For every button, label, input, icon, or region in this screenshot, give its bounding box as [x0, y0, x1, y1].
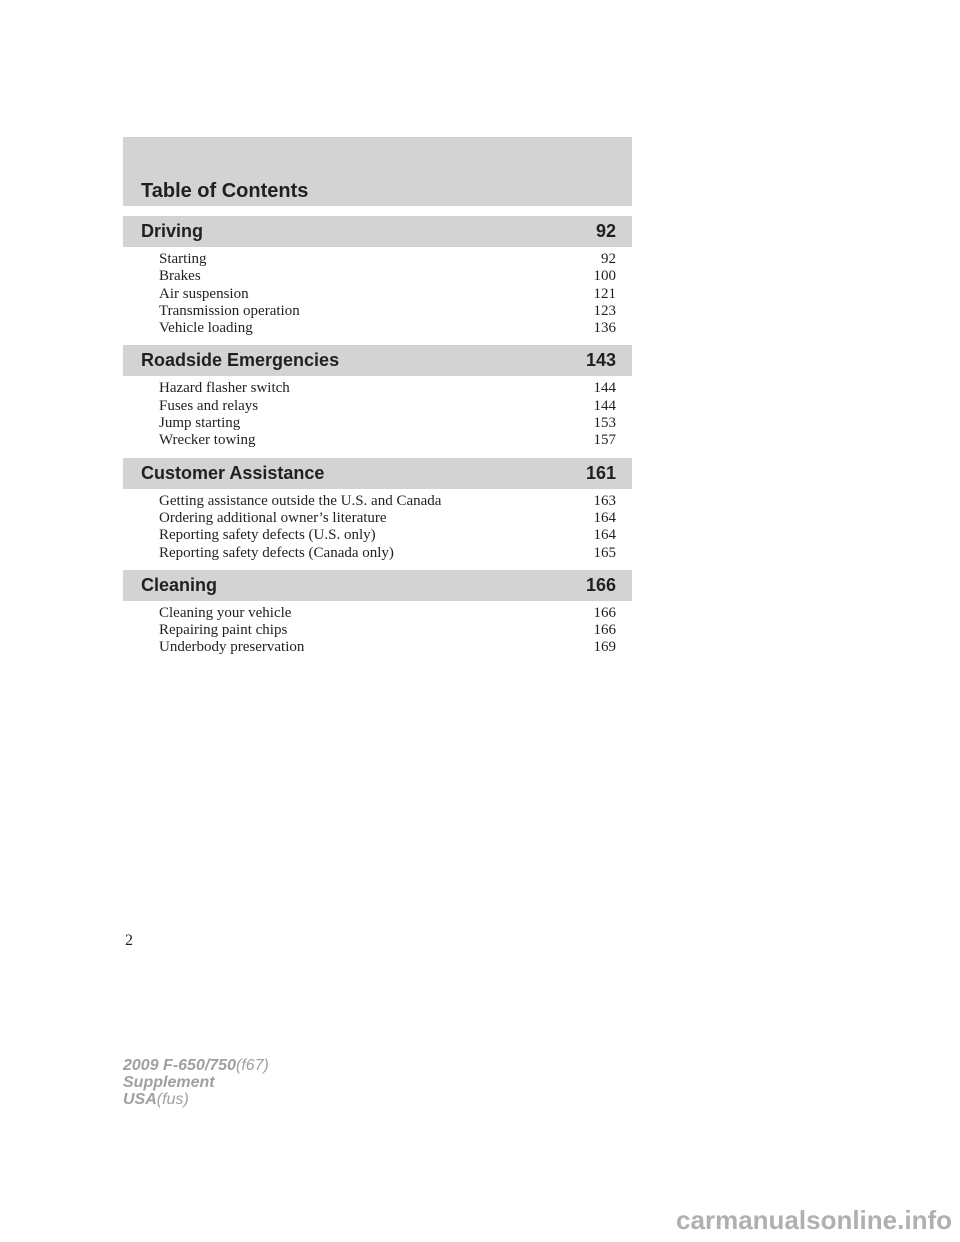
section-header [123, 345, 632, 376]
entry-page: 157 [593, 432, 616, 449]
entry-label: Wrecker towing [159, 432, 256, 449]
watermark: carmanualsonline.info [676, 1205, 952, 1235]
entry-label: Underbody preservation [159, 639, 305, 656]
toc-section-roadside-emergencies [123, 345, 632, 449]
toc-entry[interactable] [159, 432, 616, 449]
entry-page: 92 [601, 251, 616, 267]
footer-model: 2009 F-650/750 [123, 1057, 236, 1074]
footer-supplement: Supplement [123, 1074, 215, 1091]
entry-label: Air suspension [159, 285, 249, 302]
entry-page: 164 [593, 527, 616, 544]
section-header [123, 570, 632, 601]
entry-label: Reporting safety defects (Canada only) [159, 544, 394, 561]
entry-label: Vehicle loading [159, 320, 253, 337]
section-title: Roadside Emergencies [141, 350, 340, 371]
entry-label: Cleaning your vehicle [159, 604, 292, 621]
entry-label: Starting [159, 251, 207, 267]
section-header [123, 458, 632, 489]
toc-entry[interactable] [159, 605, 616, 622]
toc-entry[interactable] [159, 286, 616, 303]
entry-label: Fuses and relays [159, 397, 259, 414]
section-title: Cleaning [141, 574, 218, 595]
toc-entry[interactable] [159, 415, 616, 432]
entry-label: Hazard flasher switch [159, 380, 290, 397]
entry-page: 169 [593, 639, 616, 656]
entry-page: 166 [593, 604, 616, 621]
toc-entry[interactable] [159, 380, 616, 397]
entry-page: 153 [593, 415, 616, 432]
toc-entry[interactable] [159, 510, 616, 527]
page-title: Table of Contents [141, 180, 309, 202]
section-title: Customer Assistance [141, 462, 325, 483]
entry-page: 166 [593, 622, 616, 639]
toc-entry[interactable] [159, 251, 616, 268]
entry-page: 163 [593, 492, 616, 509]
toc-entry[interactable] [159, 493, 616, 510]
toc-section-cleaning [123, 570, 632, 657]
toc-entry[interactable] [159, 639, 616, 656]
entry-page: 144 [593, 397, 616, 414]
section-page: 92 [595, 221, 616, 241]
section-header [123, 216, 632, 247]
entry-label: Jump starting [159, 415, 241, 432]
section-page: 143 [585, 350, 616, 371]
toc-section-driving [123, 216, 632, 337]
entry-label: Ordering additional owner’s literature [159, 509, 387, 526]
entry-page: 144 [593, 380, 616, 397]
footer-market: USA [123, 1091, 157, 1108]
entry-label: Getting assistance outside the U.S. and Canada [159, 492, 442, 509]
toc-entry[interactable] [159, 303, 616, 320]
toc-entry[interactable] [159, 398, 616, 415]
entry-page: 165 [593, 544, 616, 561]
entry-label: Brakes [159, 268, 201, 285]
toc-entry[interactable] [159, 622, 616, 639]
footer-market-code: (fus) [156, 1091, 189, 1108]
toc-entry[interactable] [159, 320, 616, 337]
toc-entry[interactable] [159, 545, 616, 562]
section-page: 166 [585, 574, 616, 595]
entry-page: 100 [593, 268, 616, 285]
entry-label: Transmission operation [159, 302, 300, 319]
entry-page: 136 [593, 320, 616, 337]
toc-header-band [123, 137, 632, 206]
toc-section-customer-assistance [123, 458, 632, 562]
entry-page: 121 [593, 285, 616, 302]
toc-entry[interactable] [159, 527, 616, 544]
toc-entry[interactable] [159, 268, 616, 285]
entry-page: 123 [593, 302, 616, 319]
section-page: 161 [585, 462, 616, 483]
document-footer [123, 1057, 269, 1108]
entry-page: 164 [593, 509, 616, 526]
entry-label: Reporting safety defects (U.S. only) [159, 527, 376, 544]
page-number: 2 [125, 932, 133, 949]
toc-sections [123, 216, 632, 665]
section-title: Driving [141, 221, 204, 241]
footer-model-code: (f67) [235, 1057, 269, 1074]
entry-label: Repairing paint chips [159, 622, 288, 639]
